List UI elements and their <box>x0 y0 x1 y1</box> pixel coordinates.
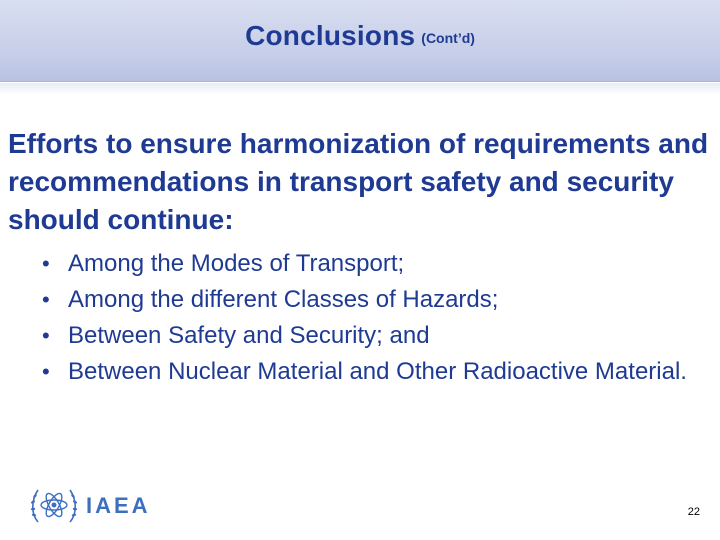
bullet-list <box>42 246 702 390</box>
intro-paragraph: Efforts to ensure harmonization of requirements and recommendations in transport safety and security should continue: <box>8 128 709 235</box>
bullet-icon: • <box>42 251 50 276</box>
list-item <box>42 246 702 282</box>
bullet-icon: • <box>42 359 50 384</box>
list-item <box>42 318 702 354</box>
title-subtitle: (Cont’d) <box>421 30 475 46</box>
list-item <box>42 354 702 390</box>
list-item-text: Between Safety and Security; and <box>68 322 430 349</box>
iaea-emblem-icon <box>28 482 80 530</box>
list-item-text: Between Nuclear Material and Other Radioactive Material. <box>68 358 687 385</box>
header-shadow <box>0 83 720 95</box>
bullet-icon: • <box>42 287 50 312</box>
title-text: Conclusions <box>245 20 416 51</box>
page-number: 22 <box>687 506 700 518</box>
bullet-icon: • <box>42 323 50 348</box>
iaea-logo <box>28 482 151 530</box>
list-item <box>42 282 702 318</box>
logo-text: IAEA <box>86 493 151 518</box>
header-band <box>0 0 720 82</box>
slide-title <box>0 20 720 52</box>
list-item-text: Among the different Classes of Hazards; <box>68 286 499 313</box>
list-item-text: Among the Modes of Transport; <box>68 250 405 277</box>
